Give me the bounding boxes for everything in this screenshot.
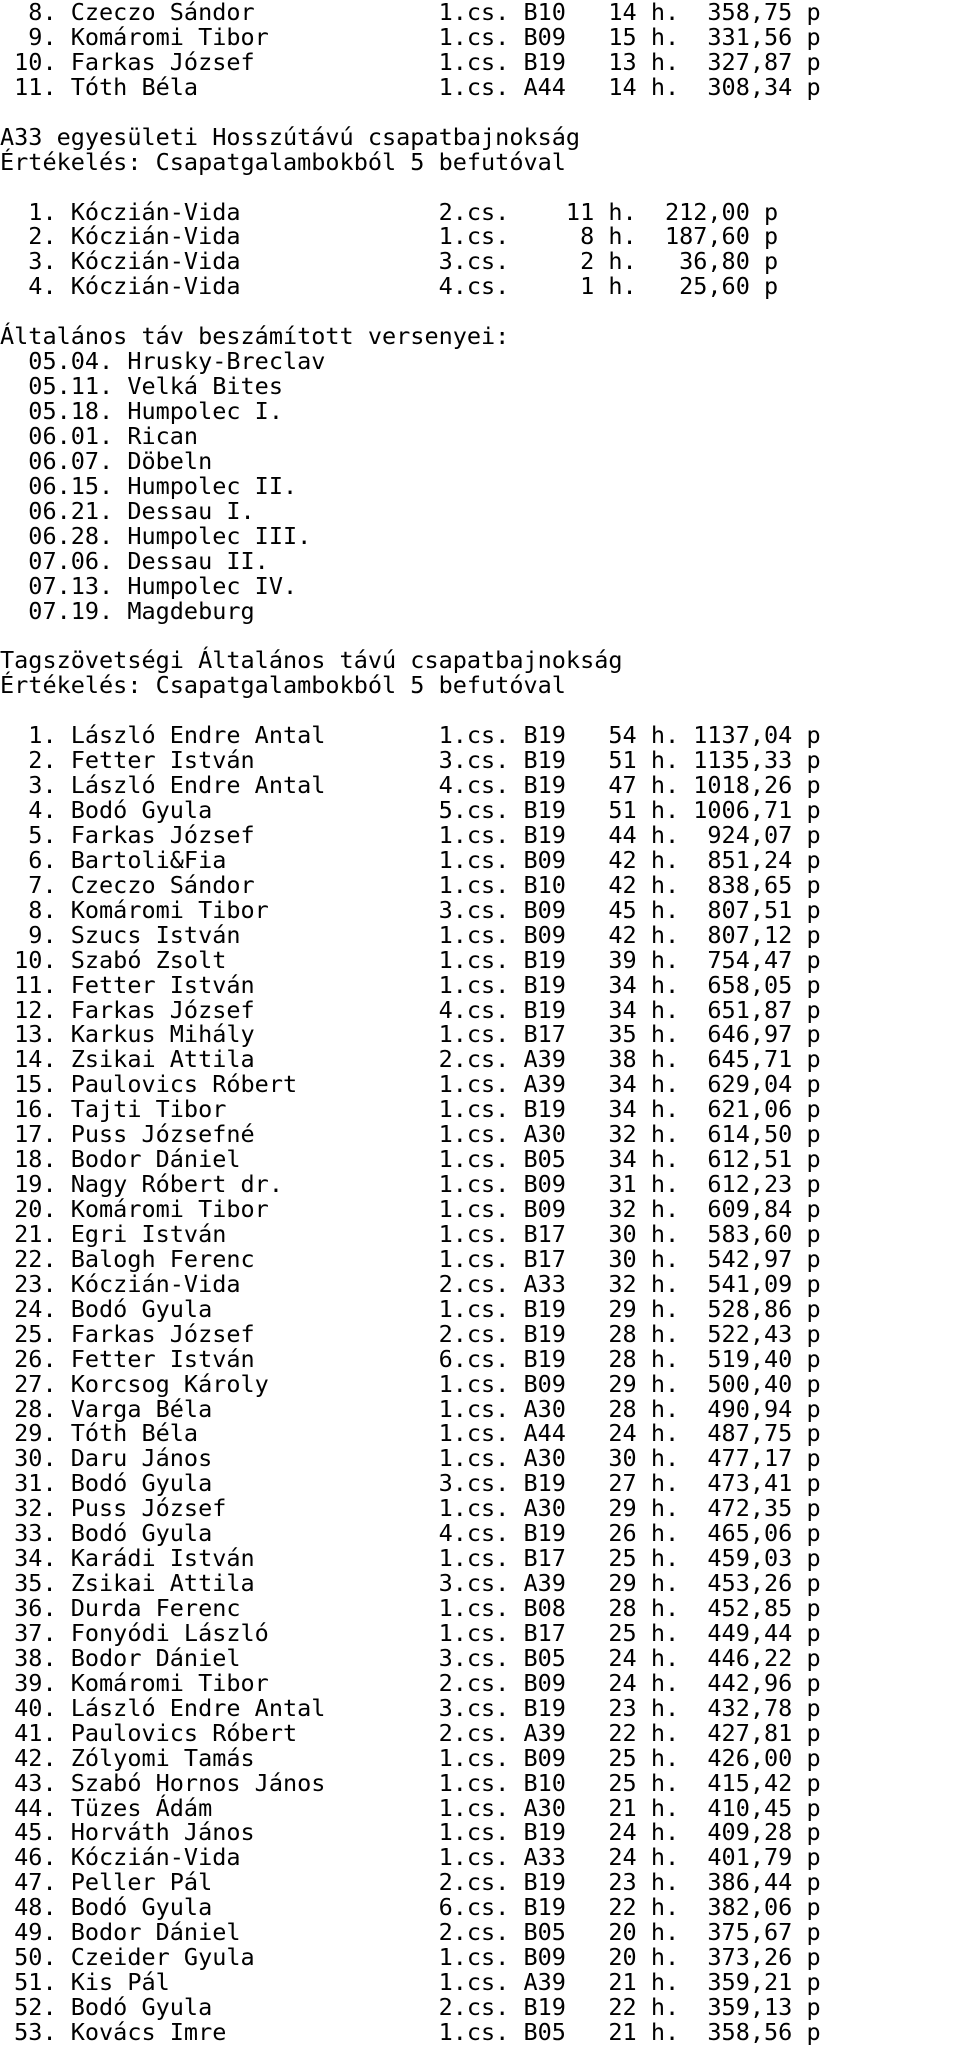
section-title: A33 egyesületi Hosszútávú csapatbajnokság xyxy=(0,122,581,151)
result-row: 1. László Endre Antal 1.cs. B19 54 h. 1137,04 p xyxy=(0,721,821,750)
section-title: Tagszövetségi Általános távú csapatbajnokság xyxy=(0,646,623,675)
result-row: 49. Bodor Dániel 2.cs. B05 20 h. 375,67 p xyxy=(0,1918,821,1947)
section-title: Általános táv beszámított versenyei: xyxy=(0,322,510,351)
race-list-item: 05.04. Hrusky-Breclav xyxy=(0,347,326,376)
result-row: 48. Bodó Gyula 6.cs. B19 22 h. 382,06 p xyxy=(0,1893,821,1922)
section-subtitle: Értékelés: Csapatgalambokból 5 befutóval xyxy=(0,671,566,700)
blank-line xyxy=(0,175,960,200)
result-row: 44. Tüzes Ádám 1.cs. A30 21 h. 410,45 p xyxy=(0,1793,821,1822)
result-row: 30. Daru János 1.cs. A30 30 h. 477,17 p xyxy=(0,1444,821,1473)
result-row: 11. Fetter István 1.cs. B19 34 h. 658,05 p xyxy=(0,970,821,999)
race-list-item: 05.18. Humpolec I. xyxy=(0,397,283,425)
result-row: 32. Puss József 1.cs. A30 29 h. 472,35 p xyxy=(0,1494,821,1523)
result-row: 41. Paulovics Róbert 2.cs. A39 22 h. 427,81 p xyxy=(0,1718,821,1747)
result-row: 47. Peller Pál 2.cs. B19 23 h. 386,44 p xyxy=(0,1868,821,1897)
race-list-item: 07.06. Dessau II. xyxy=(0,546,269,575)
result-row: 46. Kóczián-Vida 1.cs. A33 24 h. 401,79 p xyxy=(0,1843,821,1872)
result-row: 13. Karkus Mihály 1.cs. B17 35 h. 646,97 p xyxy=(0,1020,821,1049)
result-row: 15. Paulovics Róbert 1.cs. A39 34 h. 629,04 p xyxy=(0,1070,821,1099)
result-row: 31. Bodó Gyula 3.cs. B19 27 h. 473,41 p xyxy=(0,1469,821,1498)
result-row: 14. Zsikai Attila 2.cs. A39 38 h. 645,71 p xyxy=(0,1045,821,1074)
result-row: 4. Kóczián-Vida 4.cs. 1 h. 25,60 p xyxy=(0,272,779,301)
result-row: 3. Kóczián-Vida 3.cs. 2 h. 36,80 p xyxy=(0,247,779,276)
race-list-item: 06.15. Humpolec II. xyxy=(0,471,298,500)
result-row: 45. Horváth János 1.cs. B19 24 h. 409,28 p xyxy=(0,1818,821,1847)
result-row: 5. Farkas József 1.cs. B19 44 h. 924,07 p xyxy=(0,820,821,849)
race-list-item: 07.13. Humpolec IV. xyxy=(0,571,298,600)
result-row: 35. Zsikai Attila 3.cs. A39 29 h. 453,26 p xyxy=(0,1569,821,1598)
race-list-item: 06.01. Rican xyxy=(0,421,199,450)
result-row: 50. Czeider Gyula 1.cs. B09 20 h. 373,26 p xyxy=(0,1943,821,1972)
result-row: 10. Farkas József 1.cs. B19 13 h. 327,87 p xyxy=(0,47,821,76)
result-row: 6. Bartoli&Fia 1.cs. B09 42 h. 851,24 p xyxy=(0,845,821,874)
result-row: 16. Tajti Tibor 1.cs. B19 34 h. 621,06 p xyxy=(0,1095,821,1124)
blank-line xyxy=(0,100,960,125)
race-list-item: 06.28. Humpolec III. xyxy=(0,521,312,550)
result-row: 29. Tóth Béla 1.cs. A44 24 h. 487,75 p xyxy=(0,1419,821,1448)
section-subtitle: Értékelés: Csapatgalambokból 5 befutóval xyxy=(0,147,566,176)
result-row: 25. Farkas József 2.cs. B19 28 h. 522,43 p xyxy=(0,1319,821,1348)
result-row: 40. László Endre Antal 3.cs. B19 23 h. 432,78 p xyxy=(0,1693,821,1722)
result-row: 7. Czeczo Sándor 1.cs. B10 42 h. 838,65 p xyxy=(0,870,821,899)
result-row: 52. Bodó Gyula 2.cs. B19 22 h. 359,13 p xyxy=(0,1993,821,2021)
result-row: 19. Nagy Róbert dr. 1.cs. B09 31 h. 612,23 p xyxy=(0,1170,821,1199)
result-row: 2. Kóczián-Vida 1.cs. 8 h. 187,60 p xyxy=(0,222,779,251)
blank-line xyxy=(0,698,960,723)
result-row: 8. Czeczo Sándor 1.cs. B10 14 h. 358,75 p xyxy=(0,0,821,26)
result-row: 28. Varga Béla 1.cs. A30 28 h. 490,94 p xyxy=(0,1394,821,1423)
result-row: 8. Komáromi Tibor 3.cs. B09 45 h. 807,51 p xyxy=(0,895,821,924)
race-list-item: 06.21. Dessau I. xyxy=(0,496,255,525)
result-row: 38. Bodor Dániel 3.cs. B05 24 h. 446,22 p xyxy=(0,1643,821,1672)
result-row: 53. Kovács Imre 1.cs. B05 21 h. 358,56 p xyxy=(0,2017,821,2046)
result-row: 42. Zólyomi Tamás 1.cs. B09 25 h. 426,00 p xyxy=(0,1743,821,1772)
result-row: 37. Fonyódi László 1.cs. B17 25 h. 449,44 p xyxy=(0,1618,821,1647)
result-row: 2. Fetter István 3.cs. B19 51 h. 1135,33 p xyxy=(0,746,821,775)
result-row: 36. Durda Ferenc 1.cs. B08 28 h. 452,85 p xyxy=(0,1594,821,1622)
result-row: 20. Komáromi Tibor 1.cs. B09 32 h. 609,84 p xyxy=(0,1195,821,1223)
race-list-item: 07.19. Magdeburg xyxy=(0,596,255,625)
blank-line xyxy=(0,299,960,324)
result-row: 39. Komáromi Tibor 2.cs. B09 24 h. 442,96 p xyxy=(0,1668,821,1697)
result-row: 33. Bodó Gyula 4.cs. B19 26 h. 465,06 p xyxy=(0,1519,821,1548)
result-row: 12. Farkas József 4.cs. B19 34 h. 651,87 p xyxy=(0,995,821,1024)
result-row: 18. Bodor Dániel 1.cs. B05 34 h. 612,51 p xyxy=(0,1145,821,1174)
result-row: 1. Kóczián-Vida 2.cs. 11 h. 212,00 p xyxy=(0,197,779,226)
result-row: 24. Bodó Gyula 1.cs. B19 29 h. 528,86 p xyxy=(0,1294,821,1323)
result-row: 9. Szucs István 1.cs. B09 42 h. 807,12 p xyxy=(0,920,821,949)
result-row: 4. Bodó Gyula 5.cs. B19 51 h. 1006,71 p xyxy=(0,796,821,824)
result-row: 22. Balogh Ferenc 1.cs. B17 30 h. 542,97 p xyxy=(0,1244,821,1273)
result-row: 27. Korcsog Károly 1.cs. B09 29 h. 500,40 p xyxy=(0,1369,821,1398)
result-row: 51. Kis Pál 1.cs. A39 21 h. 359,21 p xyxy=(0,1968,821,1997)
result-row: 11. Tóth Béla 1.cs. A44 14 h. 308,34 p xyxy=(0,72,821,101)
result-row: 21. Egri István 1.cs. B17 30 h. 583,60 p xyxy=(0,1219,821,1248)
result-row: 3. László Endre Antal 4.cs. B19 47 h. 1018,26 p xyxy=(0,771,821,800)
race-list-item: 05.11. Velká Bites xyxy=(0,372,283,401)
result-row: 34. Karádi István 1.cs. B17 25 h. 459,03 p xyxy=(0,1544,821,1573)
result-row: 23. Kóczián-Vida 2.cs. A33 32 h. 541,09 p xyxy=(0,1269,821,1298)
result-row: 9. Komáromi Tibor 1.cs. B09 15 h. 331,56 p xyxy=(0,22,821,51)
result-row: 10. Szabó Zsolt 1.cs. B19 39 h. 754,47 p xyxy=(0,945,821,974)
result-row: 43. Szabó Hornos János 1.cs. B10 25 h. 415,42 p xyxy=(0,1768,821,1797)
result-row: 26. Fetter István 6.cs. B19 28 h. 519,40 p xyxy=(0,1344,821,1373)
result-row: 17. Puss Józsefné 1.cs. A30 32 h. 614,50 p xyxy=(0,1120,821,1149)
race-list-item: 06.07. Döbeln xyxy=(0,446,213,475)
blank-line xyxy=(0,623,960,648)
